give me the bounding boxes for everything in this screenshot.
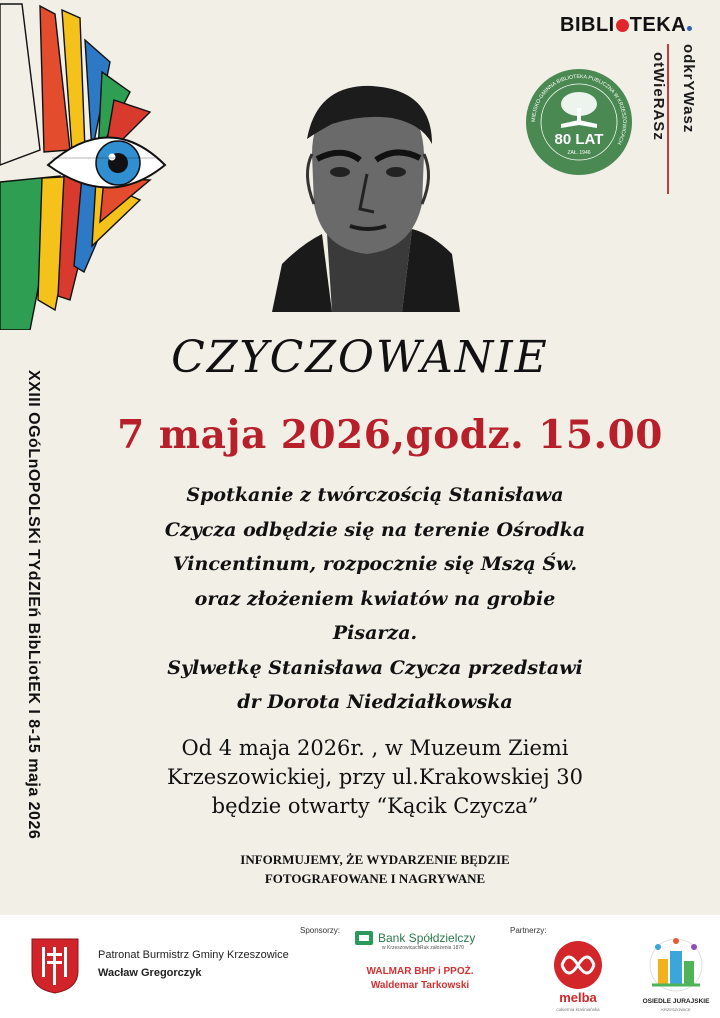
portrait-image xyxy=(272,84,460,312)
bank-location: w Krzeszowicach xyxy=(382,945,421,951)
partners-label: Partnerzy: xyxy=(510,926,547,935)
patronat-text: Patronat Burmistrz Gminy Krzeszowice xyxy=(98,949,289,961)
sponsors-label: Sponsorzy: xyxy=(300,926,341,935)
event-date-time: 7 maja 2026,godz. 15.00 xyxy=(117,412,663,458)
museum-info xyxy=(135,734,615,821)
biblioteka-dot xyxy=(687,26,692,31)
seal-founded: ZAŁ. 1946 xyxy=(567,150,591,156)
description-line: Czycza odbędzie się na terenie Ośrodka xyxy=(164,518,586,541)
coat-of-arms-icon xyxy=(30,937,80,995)
description-line: Spotkanie z twórczością Stanisława xyxy=(186,484,564,506)
library-80-years-seal xyxy=(525,68,633,176)
walmar-line: WALMAR BHP i PPOŻ. xyxy=(366,966,474,977)
recording-notice xyxy=(150,850,600,888)
biblioteka-o-circle xyxy=(616,19,629,32)
seal-ring-text: MIEJSKO-GMINNA BIBLIOTEKA PUBLICZNA W KRZESZOWICACH xyxy=(530,73,628,146)
osiedle-jurajskie-logo-icon xyxy=(640,931,712,1017)
melba-text: melba xyxy=(559,990,597,1005)
bank-founded: Ruk założenia 1870 xyxy=(420,945,464,951)
seal-years: 80 LAT xyxy=(554,131,604,148)
description-line: Vincentinum, rozpocznie się Mszą Św. xyxy=(172,553,578,575)
biblioteka-word-start: BIBLI xyxy=(560,14,615,36)
vertical-slogan-left: otWieRASz xyxy=(650,52,667,141)
osiedle-text: OSIEDLE JURAJSKIE xyxy=(642,998,710,1005)
footer-sponsors xyxy=(0,915,720,1018)
osiedle-subtext: KRZESZOWICE xyxy=(661,1007,691,1012)
event-title: CZYCZOWANIE xyxy=(171,332,549,383)
museum-line: będzie otwarty “Kącik Czycza” xyxy=(211,794,539,818)
library-week-side-label: XXIII OGóLnOPOLSKi TYdZIEń BibLiotEK I 8-15 maja 2026 xyxy=(25,370,42,840)
museum-line: Krzeszowickiej, przy ul.Krakowskiej 30 xyxy=(166,765,584,789)
description-line: Sylwetkę Stanisława Czycza przedstawi xyxy=(167,656,583,679)
notice-line: INFORMUJEMY, ŻE WYDARZENIE BĘDZIE xyxy=(240,852,510,867)
bank-name: Bank Spółdzielczy xyxy=(378,931,476,945)
vertical-slogan-right: odkrYWasz xyxy=(680,44,697,134)
notice-line: FOTOGRAFOWANE I NAGRYWANE xyxy=(264,871,486,886)
walmar-sponsor xyxy=(340,965,500,993)
description-line: dr Dorota Niedziałkowska xyxy=(237,691,513,713)
patron-name: Wacław Gregorczyk xyxy=(98,967,202,979)
event-description xyxy=(135,478,615,720)
description-line: Pisarza. xyxy=(332,622,418,644)
museum-line: Od 4 maja 2026r. , w Muzeum Ziemi xyxy=(181,736,569,760)
melba-logo-icon xyxy=(548,935,608,1015)
description-line: oraz złożeniem kwiatów na grobie xyxy=(194,587,556,610)
melba-subtext: cukiernia kraśniańska xyxy=(556,1007,600,1012)
biblioteka-word-end: TEKA xyxy=(629,14,687,36)
vertical-divider xyxy=(667,44,669,194)
book-eye-illustration xyxy=(0,0,175,330)
walmar-line: Waldemar Tarkowski xyxy=(370,980,470,991)
